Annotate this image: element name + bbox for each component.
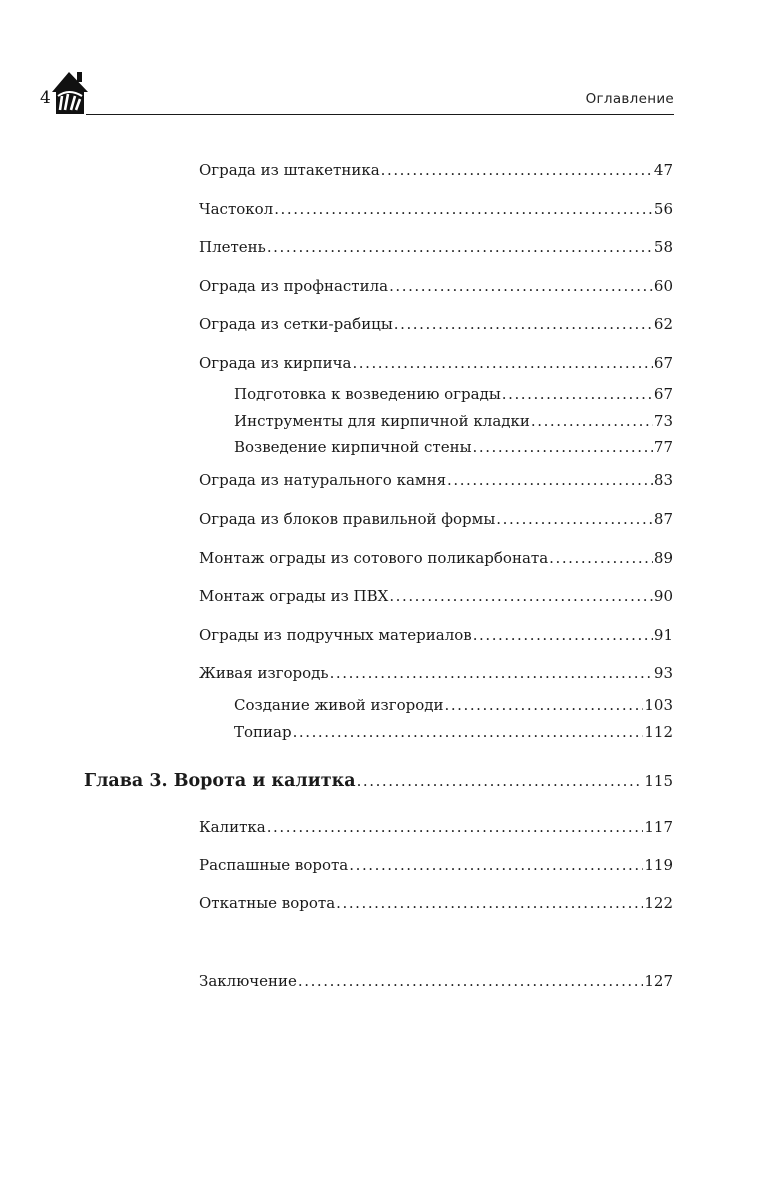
toc-entry-page: 93 xyxy=(653,664,673,682)
toc-entry-page: 119 xyxy=(644,856,673,874)
toc-entry-page: 58 xyxy=(653,238,673,256)
dot-leader xyxy=(381,160,653,180)
dot-leader xyxy=(298,971,643,991)
toc-subentry[interactable] xyxy=(234,411,673,431)
toc-entry-title: Калитка xyxy=(199,818,266,836)
dot-leader xyxy=(389,276,653,296)
toc-entry-page: 83 xyxy=(653,471,673,489)
toc-entry-title: Частокол xyxy=(199,200,274,218)
dot-leader xyxy=(496,509,653,529)
toc-entry-page: 117 xyxy=(644,818,673,836)
toc-entry-title: Ограда из штакетника xyxy=(199,161,380,179)
toc-entry-title: Ограды из подручных материалов xyxy=(199,626,472,644)
toc-entry-title: Ограда из натурального камня xyxy=(199,471,447,489)
toc-entry[interactable] xyxy=(199,855,673,875)
toc-entry[interactable] xyxy=(199,470,673,490)
dot-leader xyxy=(293,722,644,742)
toc-entry[interactable] xyxy=(199,276,673,296)
toc-entry-title: Возведение кирпичной стены xyxy=(234,438,472,456)
dot-leader xyxy=(389,586,653,606)
toc-entry-title: Подготовка к возведению ограды xyxy=(234,385,501,403)
toc-entry-page: 67 xyxy=(653,354,673,372)
toc-entry[interactable] xyxy=(199,971,673,991)
dot-leader xyxy=(274,199,653,219)
toc-subentry[interactable] xyxy=(234,384,673,404)
toc-entry[interactable] xyxy=(199,817,673,837)
dot-leader xyxy=(267,817,644,837)
dot-leader xyxy=(473,625,653,645)
toc-entry-page: 90 xyxy=(653,587,673,605)
toc-entry-page: 67 xyxy=(653,385,673,403)
toc-entry-page: 127 xyxy=(644,972,673,990)
dot-leader xyxy=(549,548,653,568)
dot-leader xyxy=(349,855,643,875)
toc-chapter-entry[interactable] xyxy=(84,771,673,791)
page-header xyxy=(38,66,674,122)
toc-entry-page: 77 xyxy=(653,438,673,456)
toc-entry[interactable] xyxy=(199,160,673,180)
toc-entry-page: 73 xyxy=(653,412,673,430)
header-rule xyxy=(86,114,674,115)
toc-entry[interactable] xyxy=(199,199,673,219)
toc-entry-title: Живая изгородь xyxy=(199,664,329,682)
toc-entry[interactable] xyxy=(199,548,673,568)
dot-leader xyxy=(502,384,653,404)
toc-entry-title: Монтаж ограды из ПВХ xyxy=(199,587,389,605)
toc-entry-page: 112 xyxy=(644,723,673,741)
toc-subentry[interactable] xyxy=(234,722,673,742)
toc-entry-page: 103 xyxy=(644,696,673,714)
toc-entry[interactable] xyxy=(199,509,673,529)
toc-subentry[interactable] xyxy=(234,695,673,715)
toc-entry-page: 56 xyxy=(653,200,673,218)
toc-entry-title: Заключение xyxy=(199,972,297,990)
toc-entry-title: Ограда из сетки-рабицы xyxy=(199,315,393,333)
toc-entry-page: 47 xyxy=(653,161,673,179)
dot-leader xyxy=(447,470,653,490)
toc-entry-page: 87 xyxy=(653,510,673,528)
toc-subentry[interactable] xyxy=(234,437,673,457)
toc-entry[interactable] xyxy=(199,314,673,334)
toc-entry-title: Инструменты для кирпичной кладки xyxy=(234,412,530,430)
dot-leader xyxy=(352,353,652,373)
toc-entry[interactable] xyxy=(199,663,673,683)
dot-leader xyxy=(531,411,653,431)
dot-leader xyxy=(330,663,653,683)
toc-entry-page: 62 xyxy=(653,315,673,333)
running-title: Оглавление xyxy=(585,91,674,107)
dot-leader xyxy=(267,237,653,257)
toc-entry[interactable] xyxy=(199,625,673,645)
dot-leader xyxy=(394,314,653,334)
toc-entry-title: Создание живой изгороди xyxy=(234,696,444,714)
toc-entry[interactable] xyxy=(199,586,673,606)
toc-entry-page: 60 xyxy=(653,277,673,295)
dot-leader xyxy=(444,695,643,715)
toc-entry-title: Монтаж ограды из сотового поликарбоната xyxy=(199,549,549,567)
toc-entry-title: Ограда из кирпича xyxy=(199,354,352,372)
toc-chapter-title: Глава 3. Ворота и калитка xyxy=(84,771,356,791)
toc-entry[interactable] xyxy=(199,353,673,373)
toc-entry-title: Откатные ворота xyxy=(199,894,336,912)
toc-entry[interactable] xyxy=(199,237,673,257)
dot-leader xyxy=(357,771,644,791)
dot-leader xyxy=(473,437,653,457)
page-number: 4 xyxy=(40,88,51,108)
toc-entry-title: Ограда из блоков правильной формы xyxy=(199,510,496,528)
toc-entry-title: Плетень xyxy=(199,238,266,256)
toc-entry-page: 91 xyxy=(653,626,673,644)
toc-entry-page: 89 xyxy=(653,549,673,567)
toc-entry-page: 115 xyxy=(644,772,673,790)
toc-entry[interactable] xyxy=(199,893,673,913)
toc-entry-title: Распашные ворота xyxy=(199,856,349,874)
toc-entry-title: Ограда из профнастила xyxy=(199,277,389,295)
toc-entry-title: Топиар xyxy=(234,723,292,741)
toc-entry-page: 122 xyxy=(644,894,673,912)
dot-leader xyxy=(336,893,643,913)
